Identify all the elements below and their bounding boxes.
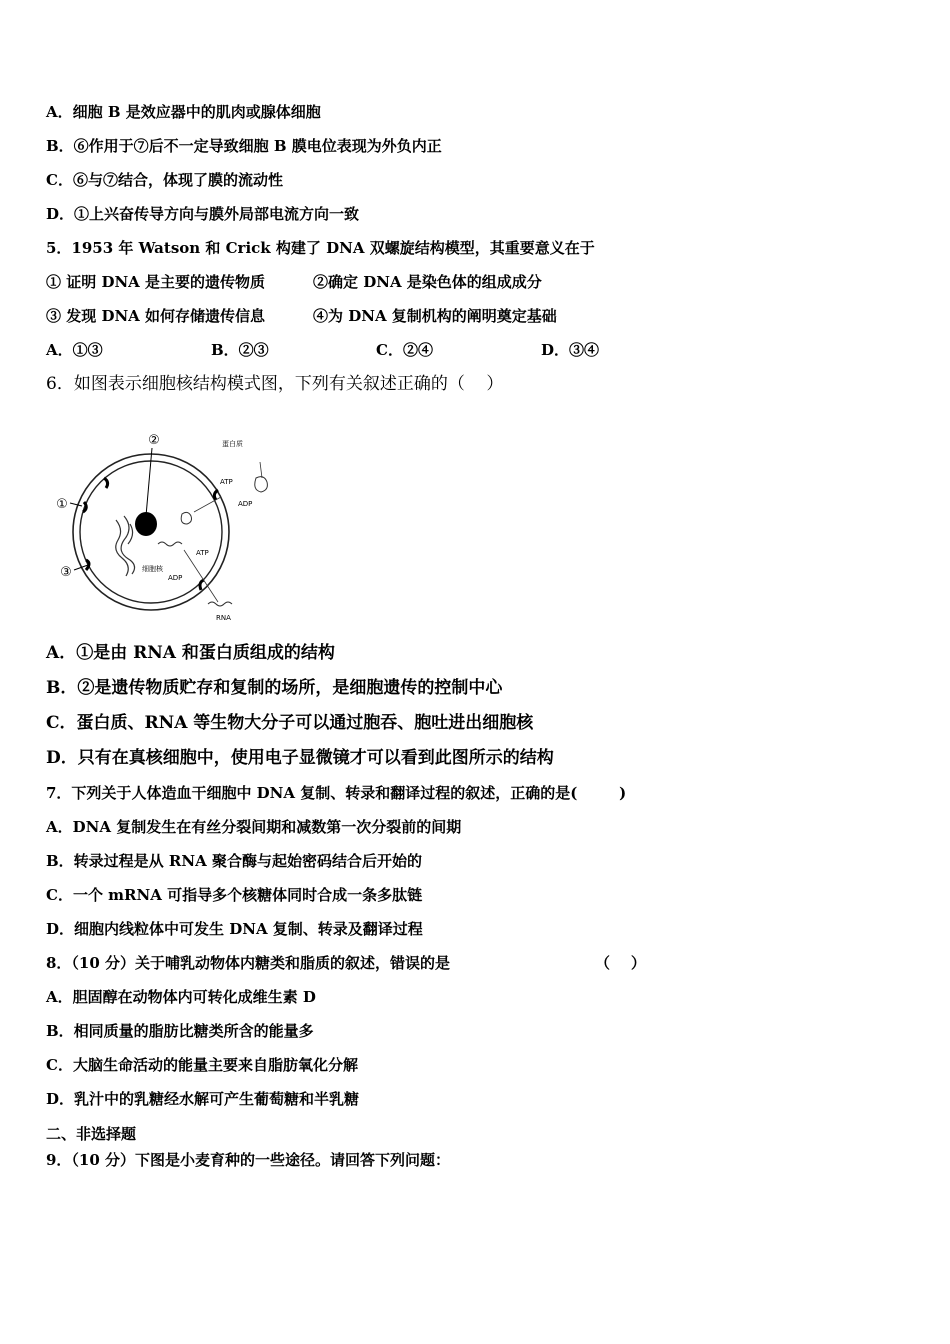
q9-stem: 9．（10 分）下图是小麦育种的一些途径。请回答下列问题： <box>46 1151 451 1169</box>
fig-label-3: ③ <box>60 565 72 580</box>
nucleus-structure-figure <box>46 420 286 630</box>
chromatin <box>116 516 135 576</box>
fig-label-adp-bottom: ADP <box>168 574 183 582</box>
q7-option-d: D．细胞内线粒体中可发生 DNA 复制、转录及翻译过程 <box>46 920 423 938</box>
q5-option-a: A．①③ <box>46 341 103 359</box>
q5-statement-4: ④为 DNA 复制机构的阐明奠定基础 <box>313 307 557 325</box>
q8-answer-paren: （ ） <box>595 954 646 972</box>
nuclear-pore <box>200 580 204 590</box>
q8-option-b: B．相同质量的脂肪比糖类所含的能量多 <box>46 1022 314 1040</box>
q5-option-d: D．③④ <box>541 341 600 359</box>
fig-label-1: ① <box>56 497 68 512</box>
q5-option-c: C．②④ <box>376 341 433 359</box>
q4-option-d: D．①上兴奋传导方向与膜外局部电流方向一致 <box>46 205 360 223</box>
fig-label-2: ② <box>148 433 160 448</box>
section-heading: 二、非选择题 <box>46 1125 137 1143</box>
q6-stem: 6．如图表示细胞核结构模式图，下列有关叙述正确的（ ） <box>46 374 504 394</box>
q6-option-b: B．②是遗传物质贮存和复制的场所，是细胞遗传的控制中心 <box>46 678 503 698</box>
rna-molecule <box>208 602 232 606</box>
q8-option-d: D．乳汁中的乳糖经水解可产生葡萄糖和半乳糖 <box>46 1090 360 1108</box>
q7-stem: 7．下列关于人体造血干细胞中 DNA 复制、转录和翻译过程的叙述，正确的是( ) <box>46 784 627 802</box>
q7-option-a: A．DNA 复制发生在有丝分裂间期和减数第一次分裂前的间期 <box>46 818 462 836</box>
fig-label-rna: RNA <box>216 614 231 622</box>
q5-statement-2: ②确定 DNA 是染色体的组成成分 <box>313 273 542 291</box>
protein-molecule <box>255 477 268 492</box>
fig-label-nucleus: 细胞核 <box>142 565 163 573</box>
q5-statement-3: ③ 发现 DNA 如何存储遗传信息 <box>46 307 266 325</box>
q8-option-c: C．大脑生命活动的能量主要来自脂肪氧化分解 <box>46 1056 358 1074</box>
rna-molecule <box>158 542 182 546</box>
protein-molecule <box>181 512 191 524</box>
q7-option-b: B．转录过程是从 RNA 聚合酶与起始密码结合后开始的 <box>46 852 422 870</box>
q5-statement-1: ① 证明 DNA 是主要的遗传物质 <box>46 273 266 291</box>
q6-option-a: A．①是由 RNA 和蛋白质组成的结构 <box>46 643 335 663</box>
q4-option-b: B．⑥作用于⑦后不一定导致细胞 B 膜电位表现为外负内正 <box>46 137 442 155</box>
nuclear-pore <box>214 490 218 500</box>
fig-label-adp-top: ADP <box>238 500 253 508</box>
q4-option-c: C．⑥与⑦结合，体现了膜的流动性 <box>46 171 283 189</box>
q7-option-c: C．一个 mRNA 可指导多个核糖体同时合成一条多肽链 <box>46 886 423 904</box>
q6-option-c: C．蛋白质、RNA 等生物大分子可以通过胞吞、胞吐进出细胞核 <box>46 713 534 733</box>
q5-stem: 5．1953 年 Watson 和 Crick 构建了 DNA 双螺旋结构模型，其重要意义在于 <box>46 239 595 257</box>
fig-label-atp-top: ATP <box>220 478 233 486</box>
q5-option-b: B．②③ <box>211 341 269 359</box>
nuclear-pore <box>104 478 108 488</box>
fig-label-atp-bottom: ATP <box>196 549 209 557</box>
q6-option-d: D．只有在真核细胞中，使用电子显微镜才可以看到此图所示的结构 <box>46 748 554 768</box>
q4-option-a: A．细胞 B 是效应器中的肌肉或腺体细胞 <box>46 103 321 121</box>
fig-label-protein: 蛋白质 <box>222 440 243 448</box>
q8-stem: 8．（10 分）关于哺乳动物体内糖类和脂质的叙述，错误的是 <box>46 954 451 972</box>
q8-option-a: A．胆固醇在动物体内可转化成维生素 D <box>46 988 316 1006</box>
